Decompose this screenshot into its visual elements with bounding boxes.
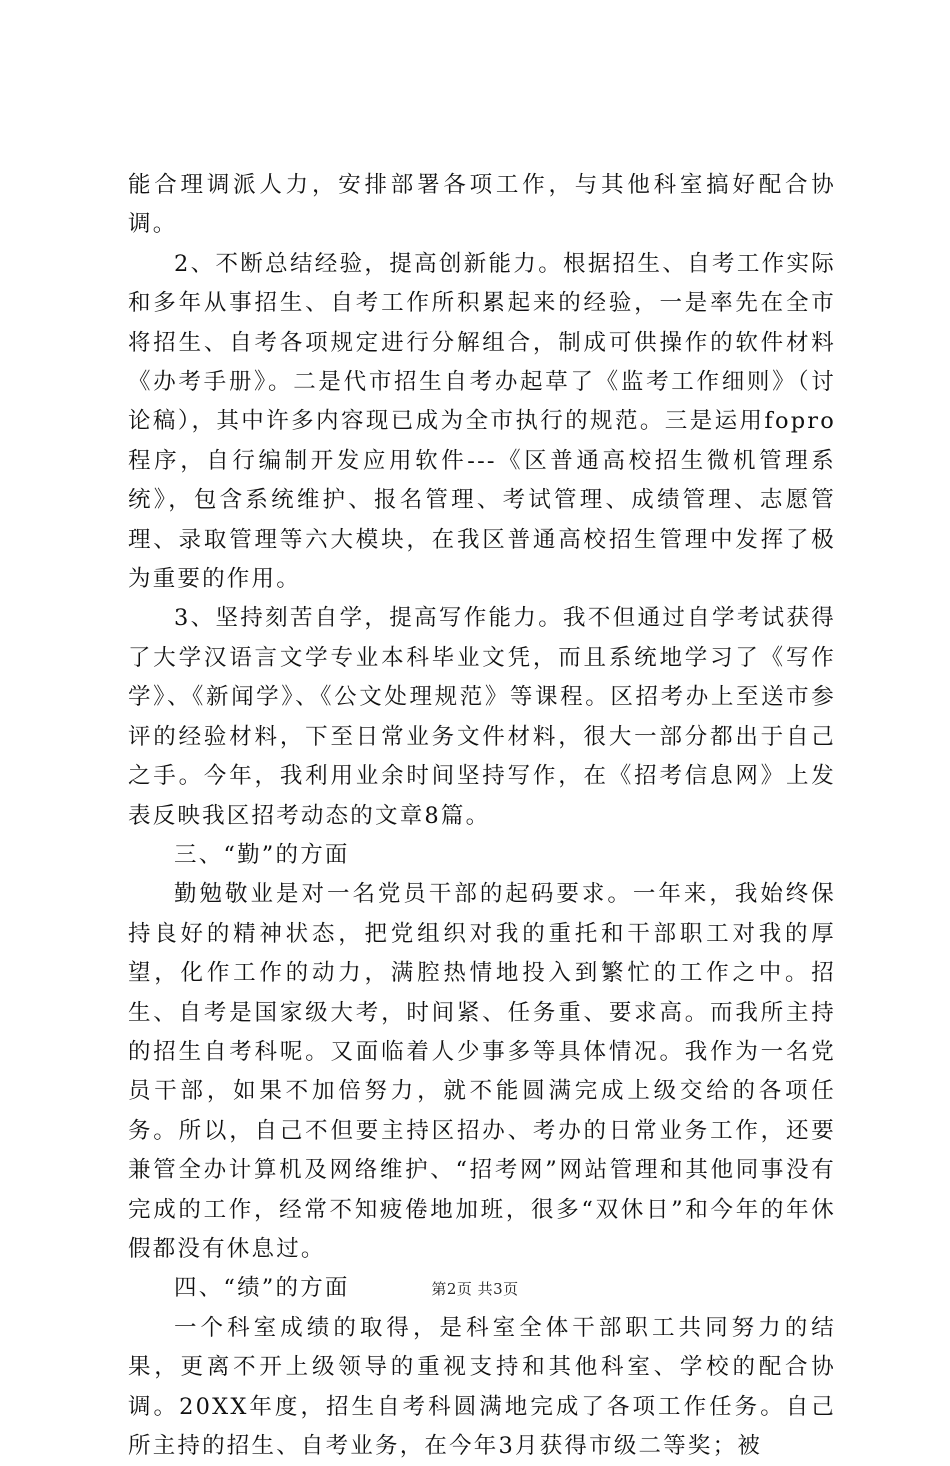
paragraph-continuation: 能合理调派人力，安排部署各项工作，与其他科室搞好配合协调。 (128, 172, 836, 238)
section-heading-diligence: 三、“勤”的方面 (174, 841, 350, 868)
section-heading-achievement: 四、“绩”的方面 (174, 1275, 350, 1302)
page-footer: 第2页 共3页 (431, 1280, 519, 1298)
paragraph-item-3-writing: 3、坚持刻苦自学，提高写作能力。我不但通过自学考试获得了大学汉语言文学专业本科毕业文凭，而且系统地学习了《写作学》、《新闻学》、《公文处理规范》等课程。区招考办上至送市参评的经验材料，下至日常业务文件材料，很大一部分都出于自己之手。今年，我利用业余时间坚持写作，在《招考信息网》上发表反映我区招考动态的文章8篇。 (128, 605, 836, 829)
paragraph-diligence: 勤勉敬业是对一名党员干部的起码要求。一年来，我始终保持良好的精神状态，把党组织对我的重托和干部职工对我的厚望，化作工作的动力，满腔热情地投入到繁忙的工作之中。招生、自考是国家级大考，时间紧、任务重、要求高。而我所主持的招生自考科呢。又面临着人少事多等具体情况。我作为一名党员干部，如果不加倍努力，就不能圆满完成上级交给的各项任务。所以，自己不但要主持区招办、考办的日常业务工作，还要兼管全办计算机及网络维护、“招考网”网站管理和其他同事没有完成的工作，经常不知疲倦地加班，很多“双休日”和今年的年休假都没有休息过。 (128, 881, 836, 1262)
paragraph-achievement: 一个科室成绩的取得，是科室全体干部职工共同努力的结果，更离不开上级领导的重视支持和其他科室、学校的配合协调。20XX年度，招生自考科圆满地完成了各项工作任务。自己所主持的招生、自考业务，在今年3月获得市级二等奖；被 (128, 1314, 836, 1459)
document-body (128, 166, 836, 1466)
paragraph-item-2-innovation: 2、不断总结经验，提高创新能力。根据招生、自考工作实际和多年从事招生、自考工作所积累起来的经验，一是率先在全市将招生、自考各项规定进行分解组合，制成可供操作的软件材料《办考手册》。二是代市招生自考办起草了《监考工作细则》（讨论稿），其中许多内容现已成为全市执行的规范。三是运用fopro程序，自行编制开发应用软件---《区普通高校招生微机管理系统》，包含系统维护、报名管理、考试管理、成绩管理、志愿管理、录取管理等六大模块，在我区普通高校招生管理中发挥了极为重要的作用。 (128, 250, 836, 593)
